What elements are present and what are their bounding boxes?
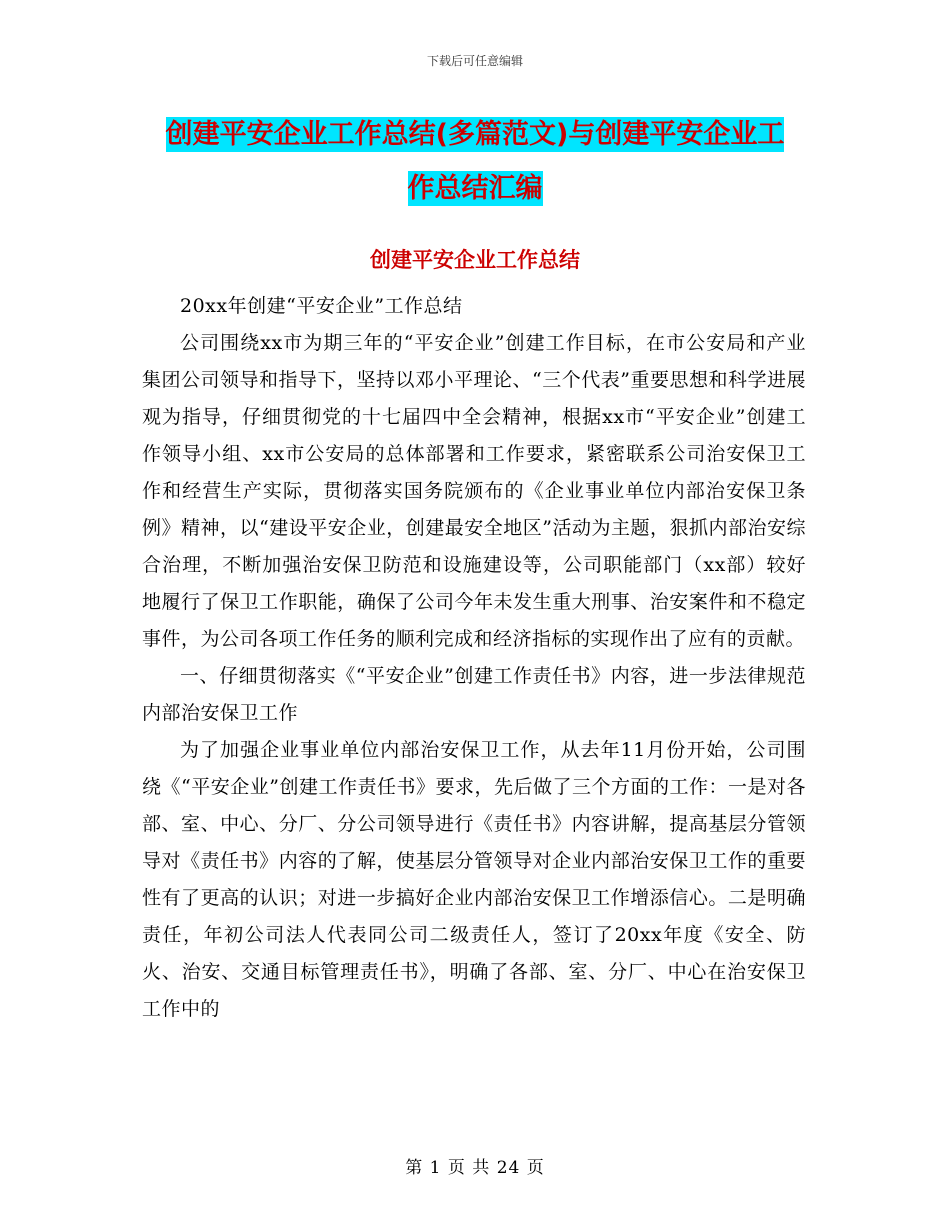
document-title-line1: 创建平安企业工作总结(多篇范文)与创建平安企业工 <box>165 119 785 150</box>
paragraph: 公司围绕xx市为期三年的“平安企业”创建工作目标，在市公安局和产业集团公司领导和指导下，坚持以邓小平理论、“三个代表”重要思想和科学进展观为指导，仔细贯彻党的十七届四中全会精神，根据xx市“平安企业”创建工作领导小组、xx市公安局的总体部署和工作要求，紧密联系公司治安保卫工作和经营生产实际，贯彻落实国务院颁布的《企业事业单位内部治安保卫条例》精神，以“建设平安企业，创建最安全地区”活动为主题，狠抓内部治安综合治理，不断加强治安保卫防范和设施建设等，公司职能部门（xx部）较好地履行了保卫工作职能，确保了公司今年未发生重大刑事、治安案件和不稳定事件，为公司各项工作任务的顺利完成和经济指标的实现作出了应有的贡献。 <box>142 332 806 650</box>
page-footer: 第 1 页 共 24 页 <box>405 1158 545 1178</box>
document-title <box>140 108 810 216</box>
header-note: 下载后可任意编辑 <box>426 54 523 68</box>
section-title: 创建平安企业工作总结 <box>370 248 580 272</box>
paragraph: 20xx年创建“平安企业”工作总结 <box>180 295 463 317</box>
paragraph: 为了加强企业事业单位内部治安保卫工作，从去年11月份开始，公司围绕《“平安企业”创建工作责任书》要求，先后做了三个方面的工作：一是对各部、室、中心、分厂、分公司领导进行《责任书》内容讲解，提高基层分管领导对《责任书》内容的了解，使基层分管领导对企业内部治安保卫工作的重要性有了更高的认识；对进一步搞好企业内部治安保卫工作增添信心。二是明确责任，年初公司法人代表同公司二级责任人，签订了20xx年度《安全、防火、治安、交通目标管理责任书》，明确了各部、室、分厂、中心在治安保卫工作中的 <box>142 739 806 1020</box>
paragraph: 一、仔细贯彻落实《“平安企业”创建工作责任书》内容，进一步法律规范内部治安保卫工作 <box>142 665 806 724</box>
document-body <box>142 288 806 1028</box>
document-title-line2: 作总结汇编 <box>407 173 543 204</box>
